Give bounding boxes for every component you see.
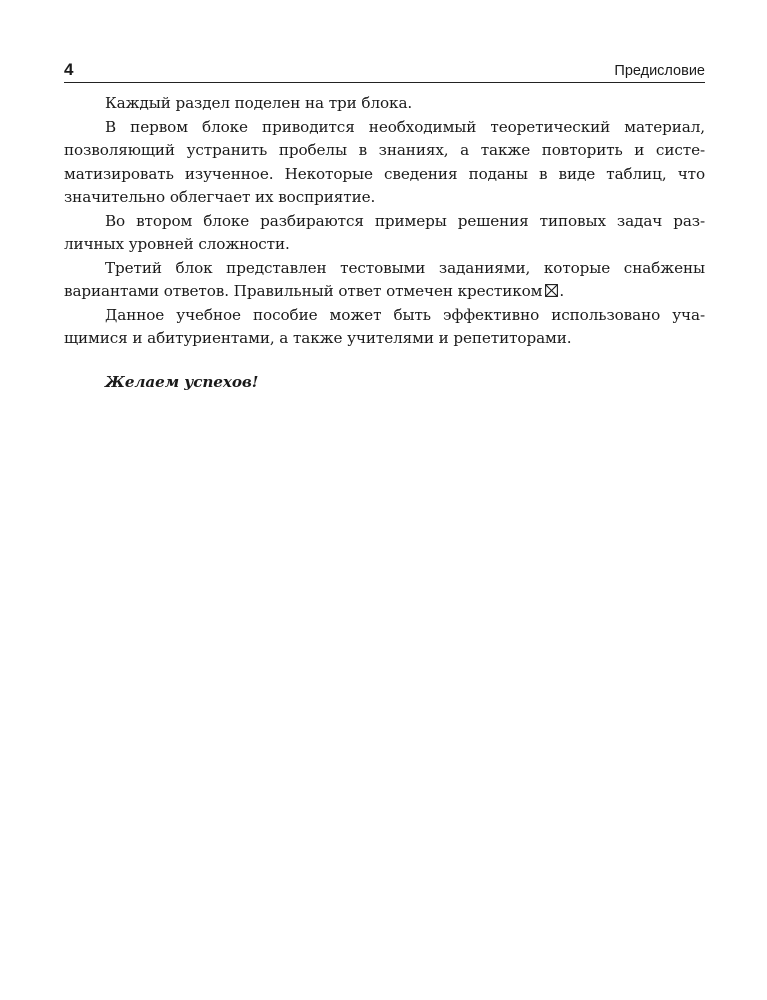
preface-text (64, 92, 705, 394)
text-line: личных уровней сложности. (64, 235, 290, 253)
running-title: Предисловие (614, 63, 705, 79)
paragraph-third-block (64, 257, 705, 304)
page-header (64, 60, 705, 83)
text-fragment: . (559, 282, 565, 300)
text-line: значительно облегчает их восприятие. (64, 188, 376, 206)
text-line: Во втором блоке разбираются примеры решения типовых задач раз- (105, 211, 705, 230)
paragraph-audience (64, 304, 705, 351)
paragraph-second-block (64, 210, 705, 257)
closing-wish: Желаем успехов! (105, 372, 259, 391)
text-line: позволяющий устранить пробелы в знаниях, а также повторить и систе- (64, 141, 705, 159)
text-line: Данное учебное пособие может быть эффективно использовано уча- (105, 305, 705, 324)
text-line-with-mark (64, 280, 705, 304)
text-line: Каждый раздел поделен на три блока. (105, 94, 413, 112)
paragraph-sections-intro (64, 92, 705, 116)
checked-box-icon (545, 284, 558, 297)
text-line: щимися и абитуриентами, а также учителями и репетиторами. (64, 329, 572, 347)
text-line: матизировать изученное. Некоторые сведения поданы в виде таблиц, что (64, 164, 705, 183)
paragraph-first-block (64, 116, 705, 210)
page-number: 4 (64, 60, 74, 79)
text-fragment: вариантами ответов. Правильный ответ отмечен крестиком (64, 282, 543, 300)
text-line: В первом блоке приводится необходимый теоретический материал, (105, 117, 705, 136)
text-line: Третий блок представлен тестовыми заданиями, которые снабжены (105, 258, 705, 277)
